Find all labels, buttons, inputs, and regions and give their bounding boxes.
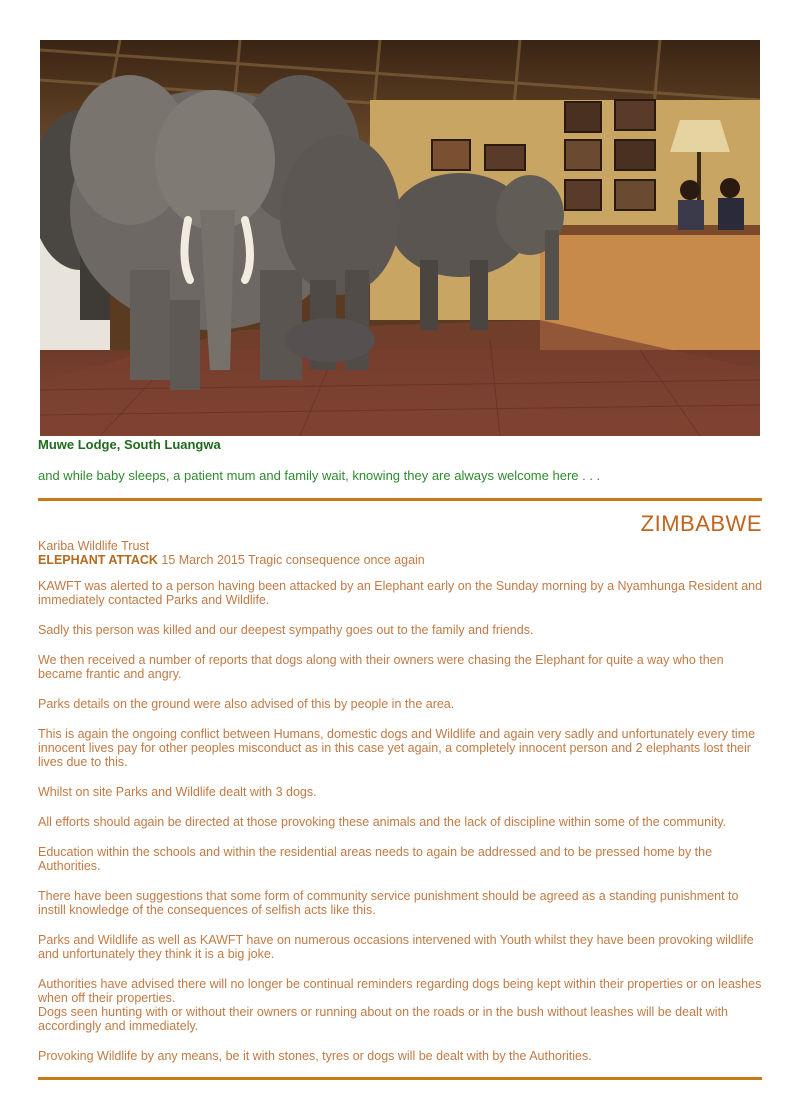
lodge-elephant-photo: [40, 40, 760, 436]
article-paragraph: This is again the ongoing conflict between Humans, domestic dogs and Wildlife and again very sadly and unfortunately every time innocent lives pay for other peoples misconduct as in this case yet again, a completely innocent person and 2 elephants lost their lives due to this.: [38, 727, 756, 769]
section-divider-top: [38, 498, 762, 501]
article-paragraph: Parks and Wildlife as well as KAWFT have on numerous occasions intervened with Youth whilst they have been provoking wildlife and unfortunately they think it is a big joke.: [38, 933, 754, 961]
section-divider-bottom: [38, 1077, 762, 1080]
article-paragraph: Authorities have advised there will no longer be continual reminders regarding dogs being kept within their properties or on leashes when off their properties.: [38, 977, 762, 1005]
article-source: Kariba Wildlife Trust: [38, 539, 150, 553]
article-paragraph: Sadly this person was killed and our deepest sympathy goes out to the family and friends.: [38, 623, 534, 637]
photo-caption-text: and while baby sleeps, a patient mum and family wait, knowing they are always welcome here . . .: [38, 468, 601, 483]
article-paragraph: KAWFT was alerted to a person having been attacked by an Elephant early on the Sunday morning by a Nyamhunga Resident and immediately contacted Parks and Wildlife.: [38, 579, 763, 607]
article-paragraph: Provoking Wildlife by any means, be it with stones, tyres or dogs will be dealt with by the Authorities.: [38, 1049, 592, 1063]
article-paragraph: Dogs seen hunting with or without their owners or running about on the roads or in the bush without leashes will be dealt with accordingly and immediately.: [38, 1005, 728, 1033]
article-paragraph: There have been suggestions that some form of community service punishment should be agreed as a standing punishment to instill knowledge of the consequences of selfish acts like this.: [38, 889, 739, 917]
article-paragraph: Parks details on the ground were also advised of this by people in the area.: [38, 697, 455, 711]
article-paragraph: Whilst on site Parks and Wildlife dealt with 3 dogs.: [38, 785, 317, 799]
article-body: [38, 539, 764, 1079]
article-headline: [38, 553, 764, 567]
region-heading: ZIMBABWE: [640, 511, 762, 536]
headline-date: 15 March 2015 Tragic consequence once again: [157, 553, 425, 567]
article-paragraph: We then received a number of reports that dogs along with their owners were chasing the Elephant for quite a way who then became frantic and angry.: [38, 653, 724, 681]
photo-caption-title: Muwe Lodge, South Luangwa: [38, 437, 221, 452]
article-paragraph: All efforts should again be directed at those provoking these animals and the lack of discipline within some of the community.: [38, 815, 727, 829]
headline-bold: ELEPHANT ATTACK: [38, 553, 158, 567]
article-paragraph: Education within the schools and within the residential areas needs to again be addressed and to be pressed home by the Authorities.: [38, 845, 713, 873]
